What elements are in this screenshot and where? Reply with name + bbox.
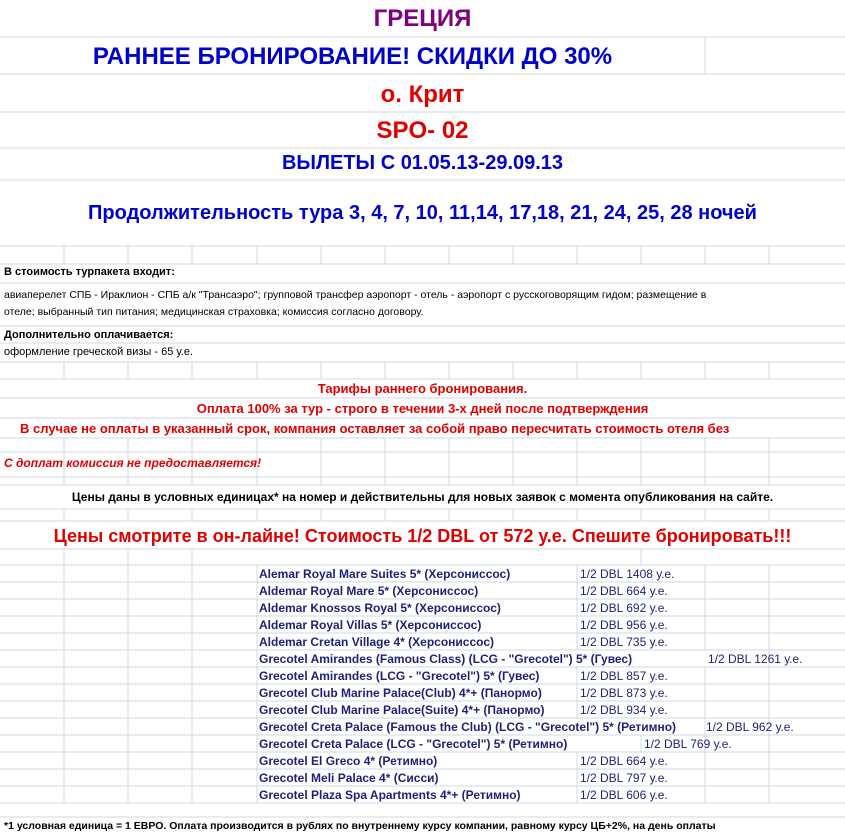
hotel-name: Aldemar Royal Mare 5* (Херсониссос) [259,584,479,598]
nonpayment-note: В случае не оплаты в указанный срок, компания оставляет за собой право пересчитать стоимость отеля без [20,421,730,436]
hotel-name: Grecotel Plaza Spa Apartments 4*+ (Ретимно) [259,788,521,802]
hotel-price: 1/2 DBL 934 у.е. [580,703,668,717]
spo-title: SPO- 02 [376,117,469,144]
hotel-price: 1/2 DBL 797 у.е. [580,771,668,785]
included-title: В стоимость турпакета входит: [4,266,175,278]
hotel-name: Grecotel Creta Palace (LCG - "Grecotel") 5* (Ретимно) [259,737,568,751]
hotel-price: 1/2 DBL 769 у.е. [644,737,732,751]
hotel-price: 1/2 DBL 735 у.е. [580,635,668,649]
tariffs-note: Тарифы раннего бронирования. [317,381,528,396]
hotel-price: 1/2 DBL 1261 у.е. [708,652,803,666]
hotel-price: 1/2 DBL 956 у.е. [580,618,668,632]
hotel-price: 1/2 DBL 664 у.е. [580,584,668,598]
payment-note: Оплата 100% за тур - строго в течении 3-х дней после подтверждения [196,401,649,416]
online-note: Цены смотрите в он-лайне! Стоимость 1/2 DBL от 572 у.е. Спешите бронировать!!! [53,526,792,546]
hotel-name: Grecotel Club Marine Palace(Suite) 4*+ (Панормо) [259,703,545,717]
hotel-price: 1/2 DBL 873 у.е. [580,686,668,700]
hotel-name: Alemar Royal Mare Suites 5* (Херсониссос) [259,567,511,581]
duration-title: Продолжительность тура 3, 4, 7, 10, 11,14, 17,18, 21, 24, 25, 28 ночей [88,202,757,224]
hotel-price: 1/2 DBL 1408 у.е. [580,567,675,581]
island-title: о. Крит [380,81,465,108]
hotel-name: Grecotel El Greco 4* (Ретимно) [259,754,438,768]
hotel-name: Grecotel Meli Palace 4* (Сисси) [259,771,439,785]
hotel-price: 1/2 DBL 692 у.е. [580,601,668,615]
included-line-2: отеле; выбранный тип питания; медицинская страховка; комиссия согласно договору. [4,306,424,318]
footer-note: *1 условная единица = 1 ЕВРО. Оплата производится в рублях по внутреннему курсу компании, равному курсу ЦБ+2%, на день оплаты [4,820,716,832]
promo-title: РАННЕЕ БРОНИРОВАНИЕ! СКИДКИ ДО 30% [92,43,613,70]
extra-title: Дополнительно оплачивается: [4,329,174,341]
hotel-price: 1/2 DBL 857 у.е. [580,669,668,683]
included-line-1: авиаперелет СПБ - Ираклион - СПБ а/к "Трансаэро"; групповой трансфер аэропорт - отель - аэропорт с русскоговорящим гидом; размещение в [4,289,707,301]
hotel-price: 1/2 DBL 606 у.е. [580,788,668,802]
units-note: Цены даны в условных единицах* на номер и действительны для новых заявок с момента опубликования на сайте. [71,490,774,504]
extra-line-1: оформление греческой визы - 65 у.е. [4,346,194,358]
departures-title: ВЫЛЕТЫ С 01.05.13-29.09.13 [281,152,564,174]
hotel-price: 1/2 DBL 962 у.е. [706,720,794,734]
hotel-name: Grecotel Creta Palace (Famous the Club) (LCG - "Grecotel") 5* (Ретимно) [259,720,677,734]
hotel-name: Aldemar Knossos Royal 5* (Херсониссос) [259,601,501,615]
hotel-name: Grecotel Club Marine Palace(Club) 4*+ (Панормо) [259,686,542,700]
hotel-name: Grecotel Amirandes (LCG - "Grecotel") 5* (Гувес) [259,669,540,683]
country-title: ГРЕЦИЯ [373,5,472,32]
hotel-name: Grecotel Amirandes (Famous Class) (LCG - "Grecotel") 5* (Гувес) [259,652,633,666]
commission-note: С доплат комиссия не предоставляется! [4,456,262,470]
hotel-name: Aldemar Royal Villas 5* (Херсониссос) [259,618,482,632]
hotel-price: 1/2 DBL 664 у.е. [580,754,668,768]
hotel-name: Aldemar Cretan Village 4* (Херсониссос) [259,635,494,649]
